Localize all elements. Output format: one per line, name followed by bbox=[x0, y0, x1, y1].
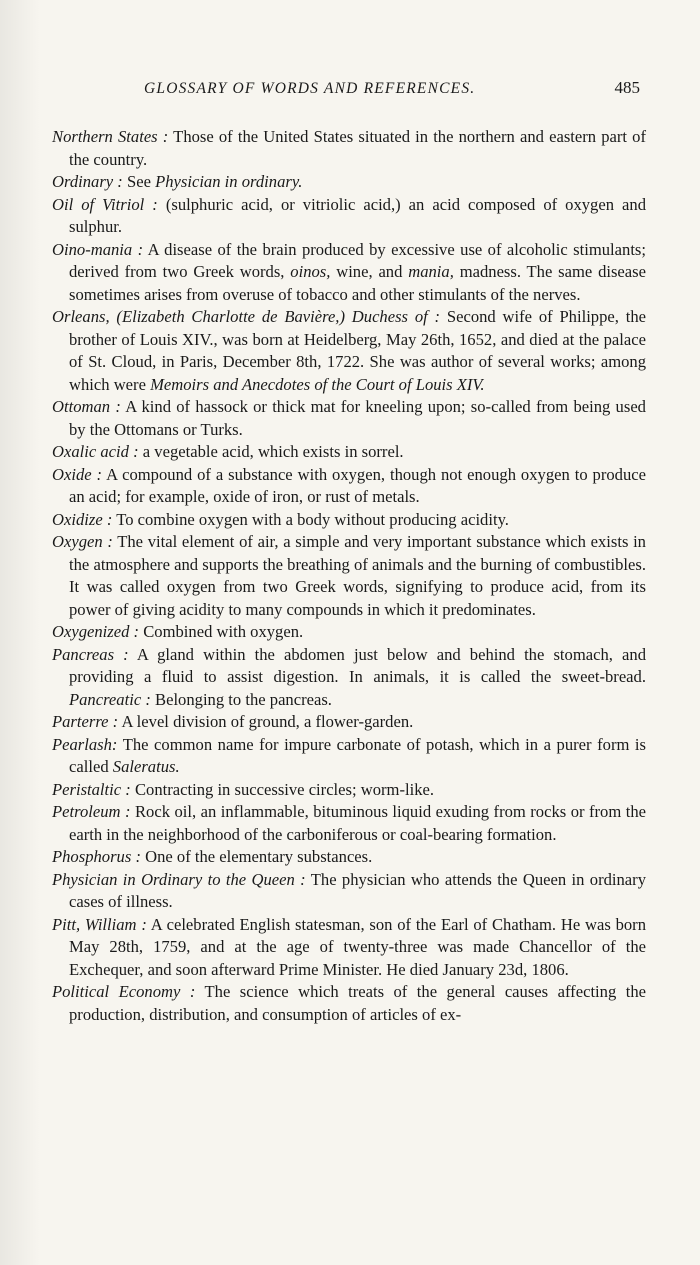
glossary-text: Those of the United States situated in the northern and eastern part of the country. bbox=[69, 127, 647, 169]
glossary-text: See bbox=[122, 172, 156, 191]
glossary-entry bbox=[52, 734, 646, 779]
glossary-text: a vegetable acid, which exists in sorrel. bbox=[138, 442, 404, 461]
glossary-text: Combined with oxygen. bbox=[139, 622, 304, 641]
page-margin-shadow bbox=[0, 0, 40, 1265]
glossary-text: Pancreatic : bbox=[69, 689, 151, 709]
glossary-entry bbox=[52, 801, 646, 846]
glossary-text: Belonging to the pancreas. bbox=[150, 689, 332, 709]
glossary-term: Oil of Vitriol : bbox=[52, 194, 158, 214]
glossary-entry bbox=[52, 194, 646, 239]
glossary-entry bbox=[52, 869, 646, 914]
glossary-entry bbox=[52, 126, 646, 171]
glossary-text: Saleratus. bbox=[112, 757, 180, 776]
glossary-text: The vital element of air, a simple and very important substance which exists in the atmosphere and supports the breathing of animals and the burning of combustibles. It was called oxygen from two Greek words, signifying to produce acid, from its power of giving acidity to many compounds in which it predominates. bbox=[69, 532, 646, 619]
glossary-entry bbox=[52, 441, 646, 464]
glossary-term: Pancreas : bbox=[52, 644, 129, 664]
glossary-term: Ordinary : bbox=[52, 172, 123, 191]
glossary-entry bbox=[52, 509, 646, 532]
glossary-text: One of the elementary substances. bbox=[140, 847, 373, 866]
glossary-term: Oxygen : bbox=[52, 532, 113, 551]
glossary-term: Oxygenized : bbox=[52, 622, 140, 641]
glossary-text: Second wife of Philippe, the brother of Louis XIV., was born at Heidelberg, May 26th, 1652, and died at the palace of St. Cloud, in Paris, December 8th, 1722. She was author of several works; among which were bbox=[69, 307, 646, 394]
glossary-term: Oxide : bbox=[52, 464, 103, 484]
page-header bbox=[0, 80, 700, 108]
glossary-text: To combine oxygen with a body without producing acidity. bbox=[112, 509, 509, 529]
glossary-text: The physician who attends the Queen in ordinary cases of illness. bbox=[69, 869, 646, 911]
glossary-text: (sulphuric acid, or vitriolic acid,) an acid composed of oxygen and sulphur. bbox=[69, 194, 646, 236]
glossary-entry bbox=[52, 621, 646, 644]
glossary-term: Pearlash: bbox=[52, 734, 118, 754]
glossary-term: Political Economy : bbox=[52, 982, 196, 1001]
glossary-text: A level division of ground, a flower-garden. bbox=[118, 712, 414, 731]
glossary-term: Peristaltic : bbox=[52, 779, 131, 799]
glossary-text: The common name for impure carbonate of potash, which in a purer form is called bbox=[69, 734, 646, 776]
glossary-text: A celebrated English statesman, son of the Earl of Chatham. He was born May 28th, 1759, and at the age of twenty-three was made Chancellor of the Exchequer, and soon afterward Prime Minister. He died January 23d, 1806. bbox=[69, 914, 646, 979]
glossary-term: Oxidize : bbox=[52, 509, 113, 529]
glossary-entry bbox=[52, 711, 646, 734]
glossary-text: Memoirs and Anecdotes of the Court of Louis XIV. bbox=[150, 374, 485, 394]
glossary-text: wine, and bbox=[330, 262, 409, 281]
glossary-term: Northern States : bbox=[52, 127, 169, 146]
glossary-text: madness. The same disease sometimes arises from overuse of tobacco and other stimulants of the nerves. bbox=[69, 262, 646, 304]
glossary-entry bbox=[52, 914, 646, 982]
glossary-text: A gland within the abdomen just below and behind the stomach, and providing a fluid to assist digestion. In animals, it is called the sweet-bread. bbox=[69, 644, 646, 686]
running-title: GLOSSARY OF WORDS AND REFERENCES. bbox=[144, 80, 476, 97]
glossary-text: mania, bbox=[408, 262, 454, 281]
glossary-term: Physician in Ordinary to the Queen : bbox=[52, 869, 306, 889]
glossary-text: Physician in ordinary. bbox=[155, 172, 303, 191]
glossary-entry bbox=[52, 779, 646, 802]
glossary-text: Contracting in successive circles; worm-like. bbox=[130, 779, 435, 799]
glossary-entry bbox=[52, 464, 646, 509]
glossary-term: Phosphorus : bbox=[52, 847, 141, 866]
glossary-text: A compound of a substance with oxygen, though not enough oxygen to produce an acid; for example, oxide of iron, or rust of metals. bbox=[69, 464, 647, 506]
page-number: 485 bbox=[614, 78, 640, 97]
glossary-text: oinos, bbox=[290, 262, 331, 281]
glossary-entries bbox=[52, 126, 646, 1026]
glossary-text: The science which treats of the general causes affecting the production, distribution, and consumption of articles of ex- bbox=[69, 982, 646, 1024]
glossary-term: Oino-mania : bbox=[52, 239, 144, 259]
glossary-entry bbox=[52, 306, 646, 396]
glossary-entry bbox=[52, 531, 646, 621]
glossary-entry bbox=[52, 171, 646, 194]
glossary-term: Parterre : bbox=[52, 712, 119, 731]
glossary-entry bbox=[52, 644, 646, 712]
glossary-term: Ottoman : bbox=[52, 397, 121, 416]
glossary-text: Rock oil, an inflammable, bituminous liquid exuding from rocks or from the earth in the neighborhood of the carboniferous or coal-bearing formation. bbox=[69, 802, 646, 844]
glossary-term: Pitt, William : bbox=[52, 914, 147, 934]
glossary-term: Oxalic acid : bbox=[52, 442, 139, 461]
glossary-term: Petroleum : bbox=[52, 802, 131, 821]
glossary-entry bbox=[52, 846, 646, 869]
glossary-term: Orleans, (Elizabeth Charlotte de Bavière,) Duchess of : bbox=[52, 307, 441, 326]
glossary-entry bbox=[52, 396, 646, 441]
glossary-text: A disease of the brain produced by excessive use of alcoholic stimulants; derived from two Greek words, bbox=[69, 239, 647, 281]
glossary-entry bbox=[52, 981, 646, 1026]
glossary-entry bbox=[52, 239, 646, 307]
glossary-text: A kind of hassock or thick mat for kneeling upon; so-called from being used by the Ottomans or Turks. bbox=[69, 397, 646, 439]
